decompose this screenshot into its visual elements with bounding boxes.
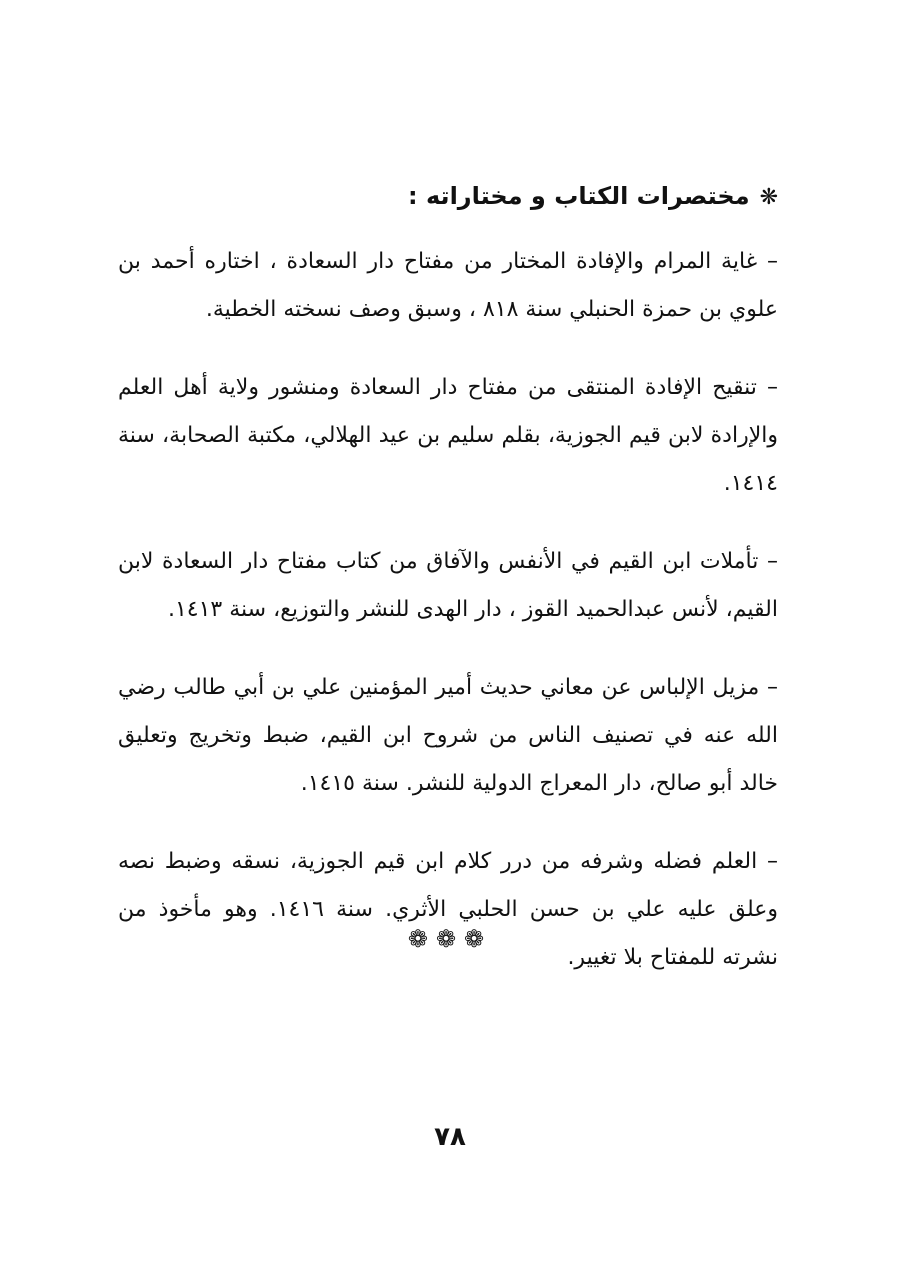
list-item: – العلم فضله وشرفه من درر كلام ابن قيم الجوزية، نسقه وضبط نصه وعلق عليه علي بن حسن الحلبي الأثري. سنة ١٤١٦. وهو مأخوذ من نشرته للمفتاح بلا تغيير. [118, 849, 778, 970]
list-item: – مزيل الإلباس عن معاني حديث أمير المؤمنين علي بن أبي طالب رضي الله عنه في تصنيف الناس من شروح ابن القيم، ضبط وتخريج وتعليق خالد أبو صالح، دار المعراج الدولية للنشر. سنة ١٤١٥. [118, 675, 778, 796]
section-heading-text: مختصرات الكتاب و مختاراته : [408, 182, 750, 210]
list-item: – تنقيح الإفادة المنتقى من مفتاح دار السعادة ومنشور ولاية أهل العلم والإرادة لابن قيم الجوزية، بقلم سليم بن عيد الهلالي، مكتبة الصحابة، سنة ١٤١٤. [118, 375, 778, 496]
star-icon: ❋ [759, 185, 778, 210]
list-item: – غاية المرام والإفادة المختار من مفتاح دار السعادة ، اختاره أحمد بن علوي بن حمزة الحنبلي سنة ٨١٨ ، وسبق وصف نسخته الخطية. [118, 249, 778, 322]
section-divider-ornament-icon: ❁❁❁ [407, 925, 493, 953]
page-body [118, 168, 778, 1012]
section-heading [118, 168, 778, 226]
page-number: ٧٨ [434, 1122, 466, 1152]
list-item: – تأملات ابن القيم في الأنفس والآفاق من كتاب مفتاح دار السعادة لابن القيم، لأنس عبدالحميد القوز ، دار الهدى للنشر والتوزيع، سنة ١٤١٣. [118, 549, 778, 622]
